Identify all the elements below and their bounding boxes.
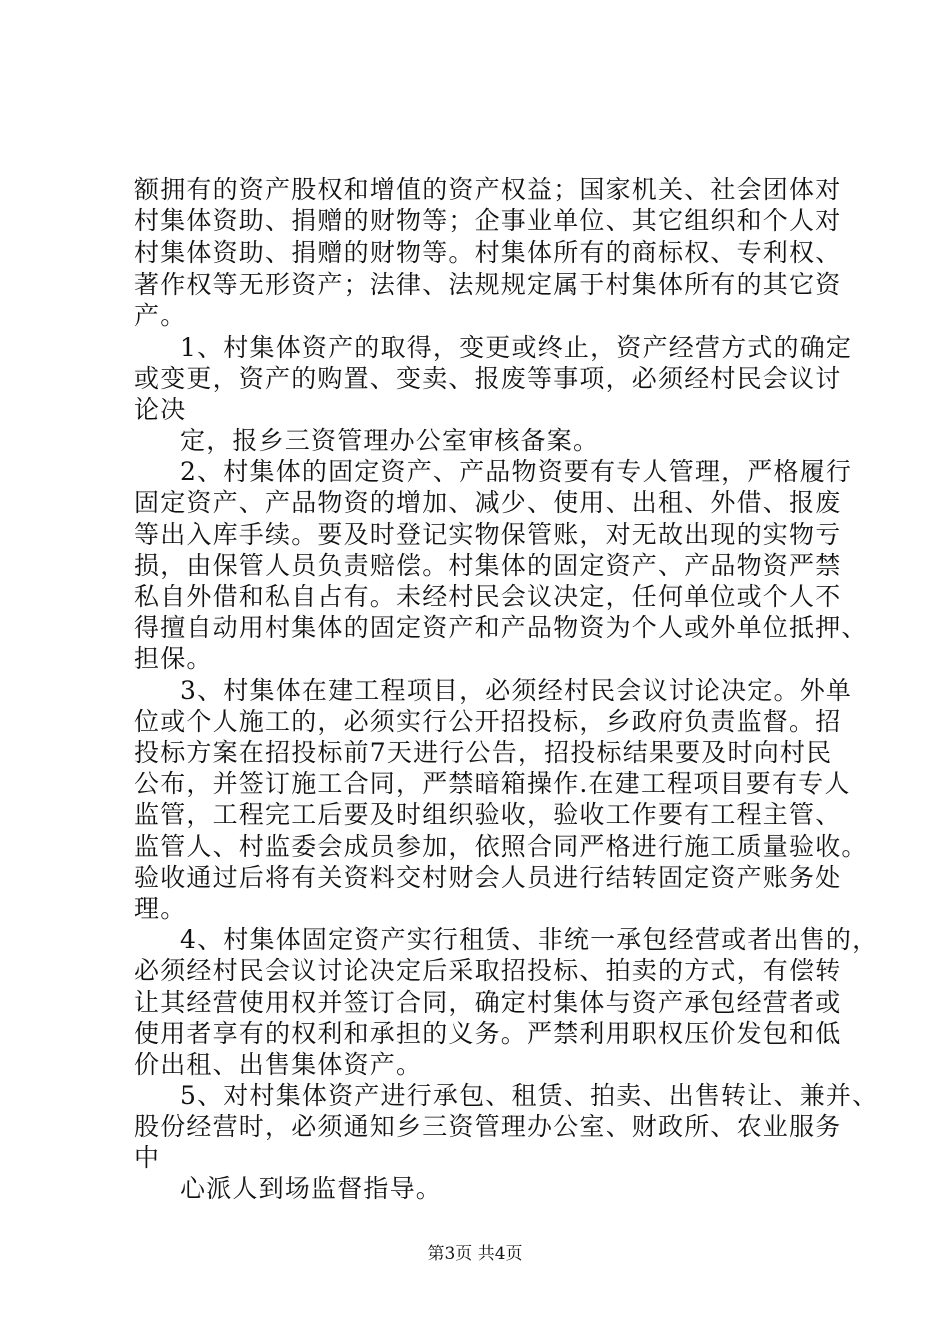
paragraph-3-start: 3、村集体在建工程项目，必须经村民会议讨论决定。外单 bbox=[180, 676, 853, 705]
paragraph-4-start: 4、村集体固定资产实行租赁、非统一承包经营或者出售的， bbox=[180, 925, 879, 954]
body-line: 必须经村民会议讨论决定后采取招投标、拍卖的方式，有偿转 bbox=[134, 956, 842, 985]
paragraph-2-start: 2、村集体的固定资产、产品物资要有专人管理，严格履行 bbox=[180, 457, 853, 486]
body-line: 或变更，资产的购置、变卖、报废等事项，必须经村民会议讨 bbox=[134, 364, 842, 393]
body-line: 产。 bbox=[134, 301, 187, 330]
body-line: 理。 bbox=[134, 894, 187, 923]
body-line: 等出入库手续。要及时登记实物保管账，对无故出现的实物亏 bbox=[134, 520, 842, 549]
page-footer: 第3页 共4页 bbox=[427, 1244, 523, 1264]
body-line: 额拥有的资产股权和增值的资产权益；国家机关、社会团体对 bbox=[134, 175, 842, 204]
body-line: 定，报乡三资管理办公室审核备案。 bbox=[180, 426, 600, 455]
body-line: 中 bbox=[134, 1143, 161, 1172]
body-line: 价出租、出售集体资产。 bbox=[134, 1050, 423, 1079]
body-line: 损，由保管人员负责赔偿。村集体的固定资产、产品物资严禁 bbox=[134, 551, 842, 580]
body-line: 监管人、村监委会成员参加，依照合同严格进行施工质量验收。 bbox=[134, 832, 868, 861]
body-line: 位或个人施工的，必须实行公开招投标，乡政府负责监督。招 bbox=[134, 707, 842, 736]
body-line: 投标方案在招投标前7天进行公告，招投标结果要及时向村民 bbox=[134, 738, 833, 767]
body-line: 著作权等无形资产；法律、法规规定属于村集体所有的其它资 bbox=[134, 270, 842, 299]
paragraph-5-start: 5、对村集体资产进行承包、租赁、拍卖、出售转让、兼并、 bbox=[180, 1081, 879, 1110]
body-line: 股份经营时，必须通知乡三资管理办公室、财政所、农业服务 bbox=[134, 1112, 842, 1141]
body-line: 私自外借和私自占有。未经村民会议决定，任何单位或个人不 bbox=[134, 582, 842, 611]
body-line: 心派人到场监督指导。 bbox=[180, 1174, 443, 1203]
body-line: 让其经营使用权并签订合同，确定村集体与资产承包经营者或 bbox=[134, 988, 842, 1017]
body-line: 验收通过后将有关资料交村财会人员进行结转固定资产账务处 bbox=[134, 863, 842, 892]
body-line: 村集体资助、捐赠的财物等。村集体所有的商标权、专利权、 bbox=[134, 238, 842, 267]
body-line: 担保。 bbox=[134, 644, 213, 673]
body-line: 固定资产、产品物资的增加、减少、使用、出租、外借、报废 bbox=[134, 488, 842, 517]
body-line: 公布，并签订施工合同，严禁暗箱操作.在建工程项目要有专人 bbox=[134, 769, 851, 798]
body-line: 监管，工程完工后要及时组织验收，验收工作要有工程主管、 bbox=[134, 800, 842, 829]
body-line: 村集体资助、捐赠的财物等；企事业单位、其它组织和个人对 bbox=[134, 206, 842, 235]
body-line: 使用者享有的权利和承担的义务。严禁利用职权压价发包和低 bbox=[134, 1019, 842, 1048]
paragraph-1-start: 1、村集体资产的取得，变更或终止，资产经营方式的确定 bbox=[180, 333, 853, 362]
body-line: 论决 bbox=[134, 395, 187, 424]
body-line: 得擅自动用村集体的固定资产和产品物资为个人或外单位抵押、 bbox=[134, 613, 868, 642]
